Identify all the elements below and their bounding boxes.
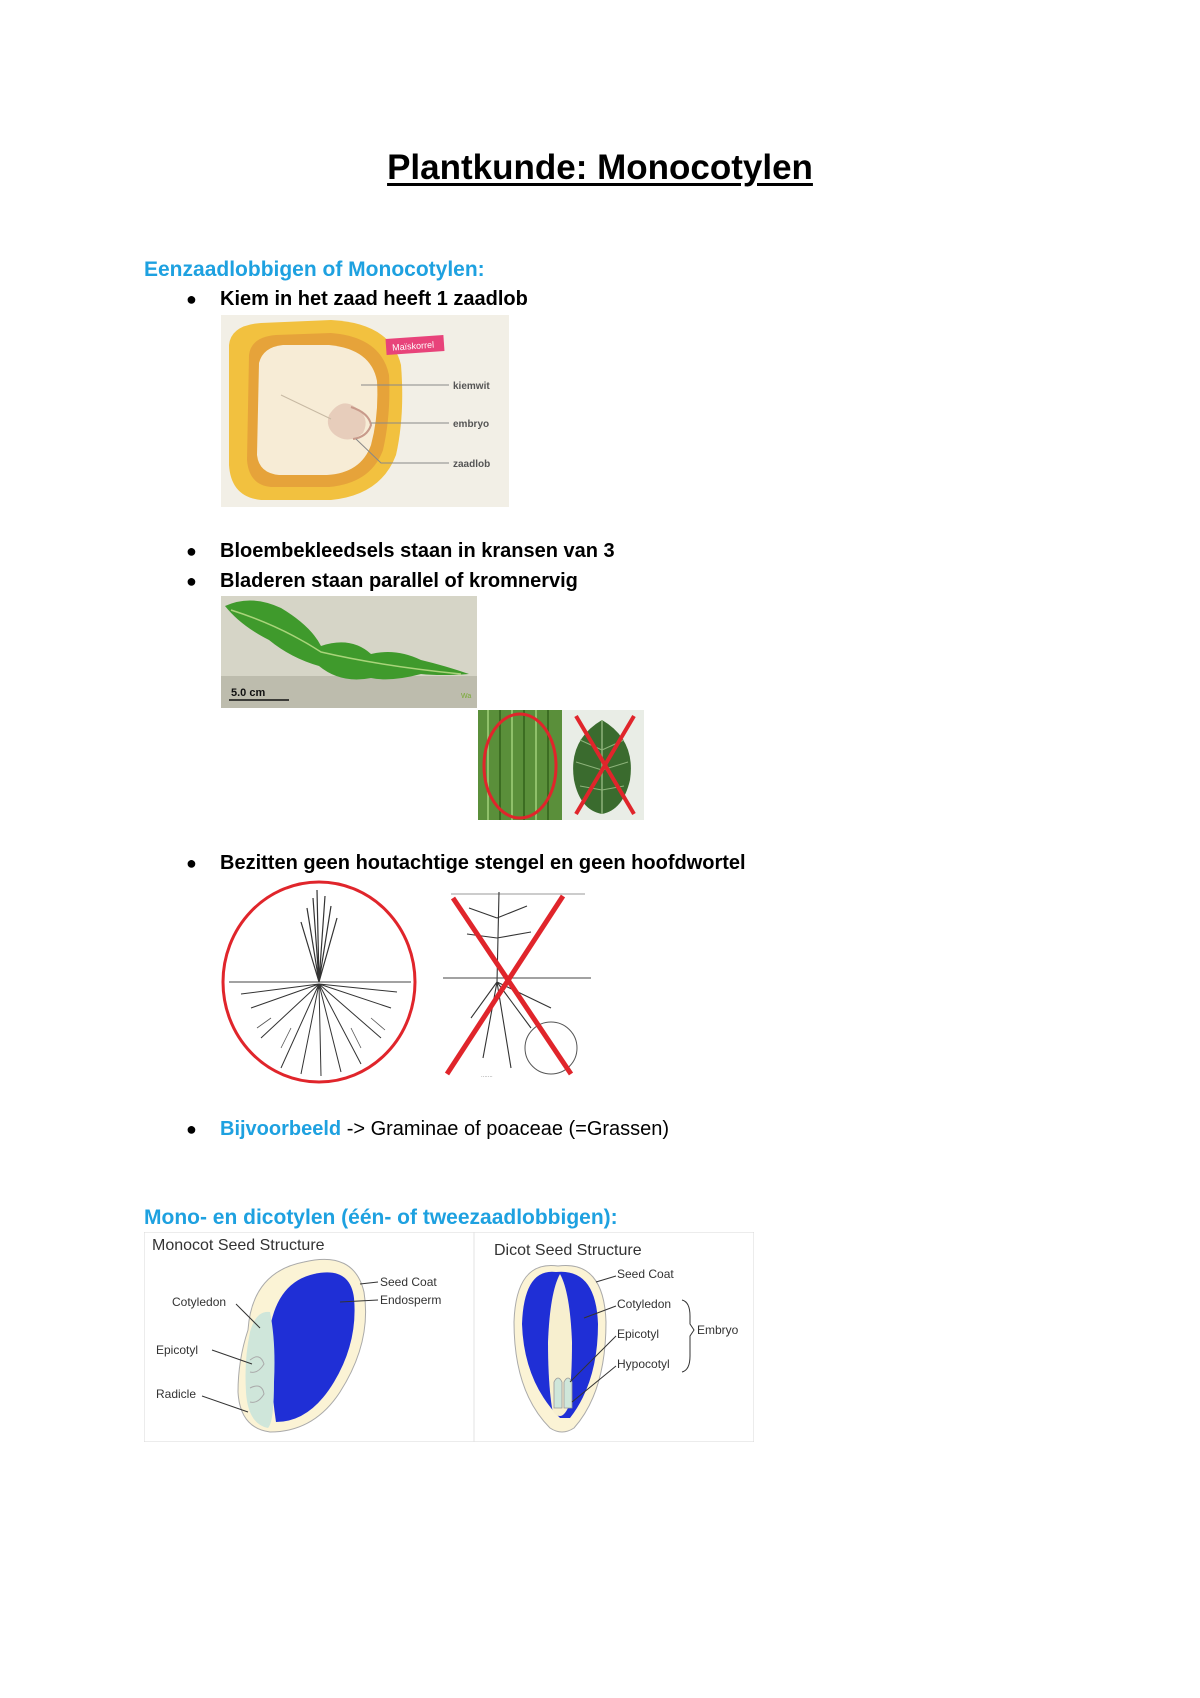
- monocot-title: Monocot Seed Structure: [152, 1237, 325, 1254]
- section-heading-mono-dicotylen: Mono- en dicotylen (één- of tweezaadlobbigen):: [144, 1206, 618, 1229]
- corner-mark: Wa: [461, 693, 472, 700]
- example-label: Bijvoorbeeld: [220, 1118, 342, 1140]
- list-item: [186, 570, 578, 593]
- dicot-label-hypocotyl: Hypocotyl: [617, 1357, 670, 1371]
- label-zaadlob: zaadlob: [453, 459, 491, 470]
- mono-label-seed-coat: Seed Coat: [380, 1275, 437, 1289]
- mono-label-radicle: Radicle: [156, 1387, 197, 1401]
- list-item: [186, 540, 615, 563]
- label-kiemwit: kiemwit: [453, 381, 490, 392]
- scale-label: 5.0 cm: [231, 687, 266, 699]
- dicot-label-seed-coat: Seed Coat: [617, 1267, 674, 1281]
- dicot-label-embryo: Embryo: [697, 1323, 739, 1337]
- bullet-icon: ●: [186, 571, 197, 591]
- maize-kernel-image: [221, 315, 509, 507]
- list-item-example: [186, 1118, 669, 1141]
- maize-tag: Maïskorrel: [391, 339, 435, 353]
- root-comparison-image: [221, 878, 595, 1086]
- dicot-label-cotyledon: Cotyledon: [617, 1297, 672, 1311]
- list-item: [186, 288, 528, 311]
- page-title: Plantkunde: Monocotylen: [387, 148, 813, 187]
- mono-label-cotyledon: Cotyledon: [172, 1295, 227, 1309]
- mono-label-epicotyl: Epicotyl: [156, 1343, 199, 1357]
- svg-text:·······: ·······: [481, 1074, 493, 1080]
- bullet-icon: ●: [186, 853, 197, 873]
- seed-structure-diagram: [144, 1232, 754, 1442]
- dicot-title: Dicot Seed Structure: [494, 1242, 642, 1259]
- section-heading-monocotylen: Eenzaadlobbigen of Monocotylen:: [144, 258, 485, 281]
- list-item-text: Bezitten geen houtachtige stengel en geen hoofdwortel: [220, 852, 746, 874]
- bullet-icon: ●: [186, 1119, 197, 1139]
- list-item-text: Bladeren staan parallel of kromnervig: [220, 570, 578, 592]
- mono-label-endosperm: Endosperm: [380, 1293, 442, 1307]
- list-item: [186, 852, 746, 875]
- bullet-icon: ●: [186, 541, 197, 561]
- example-text: -> Graminae of poaceae (=Grassen): [341, 1118, 670, 1140]
- list-item-text: Kiem in het zaad heeft 1 zaadlob: [220, 288, 528, 310]
- bullet-icon: ●: [186, 289, 197, 309]
- list-item-text: Bloembekleedsels staan in kransen van 3: [220, 540, 615, 562]
- maize-kernel-diagram: [221, 315, 509, 507]
- dicot-label-epicotyl: Epicotyl: [617, 1327, 660, 1341]
- label-embryo: embryo: [453, 419, 490, 430]
- leaf-venation-comparison: [478, 710, 644, 820]
- leaf-photo: [221, 596, 477, 708]
